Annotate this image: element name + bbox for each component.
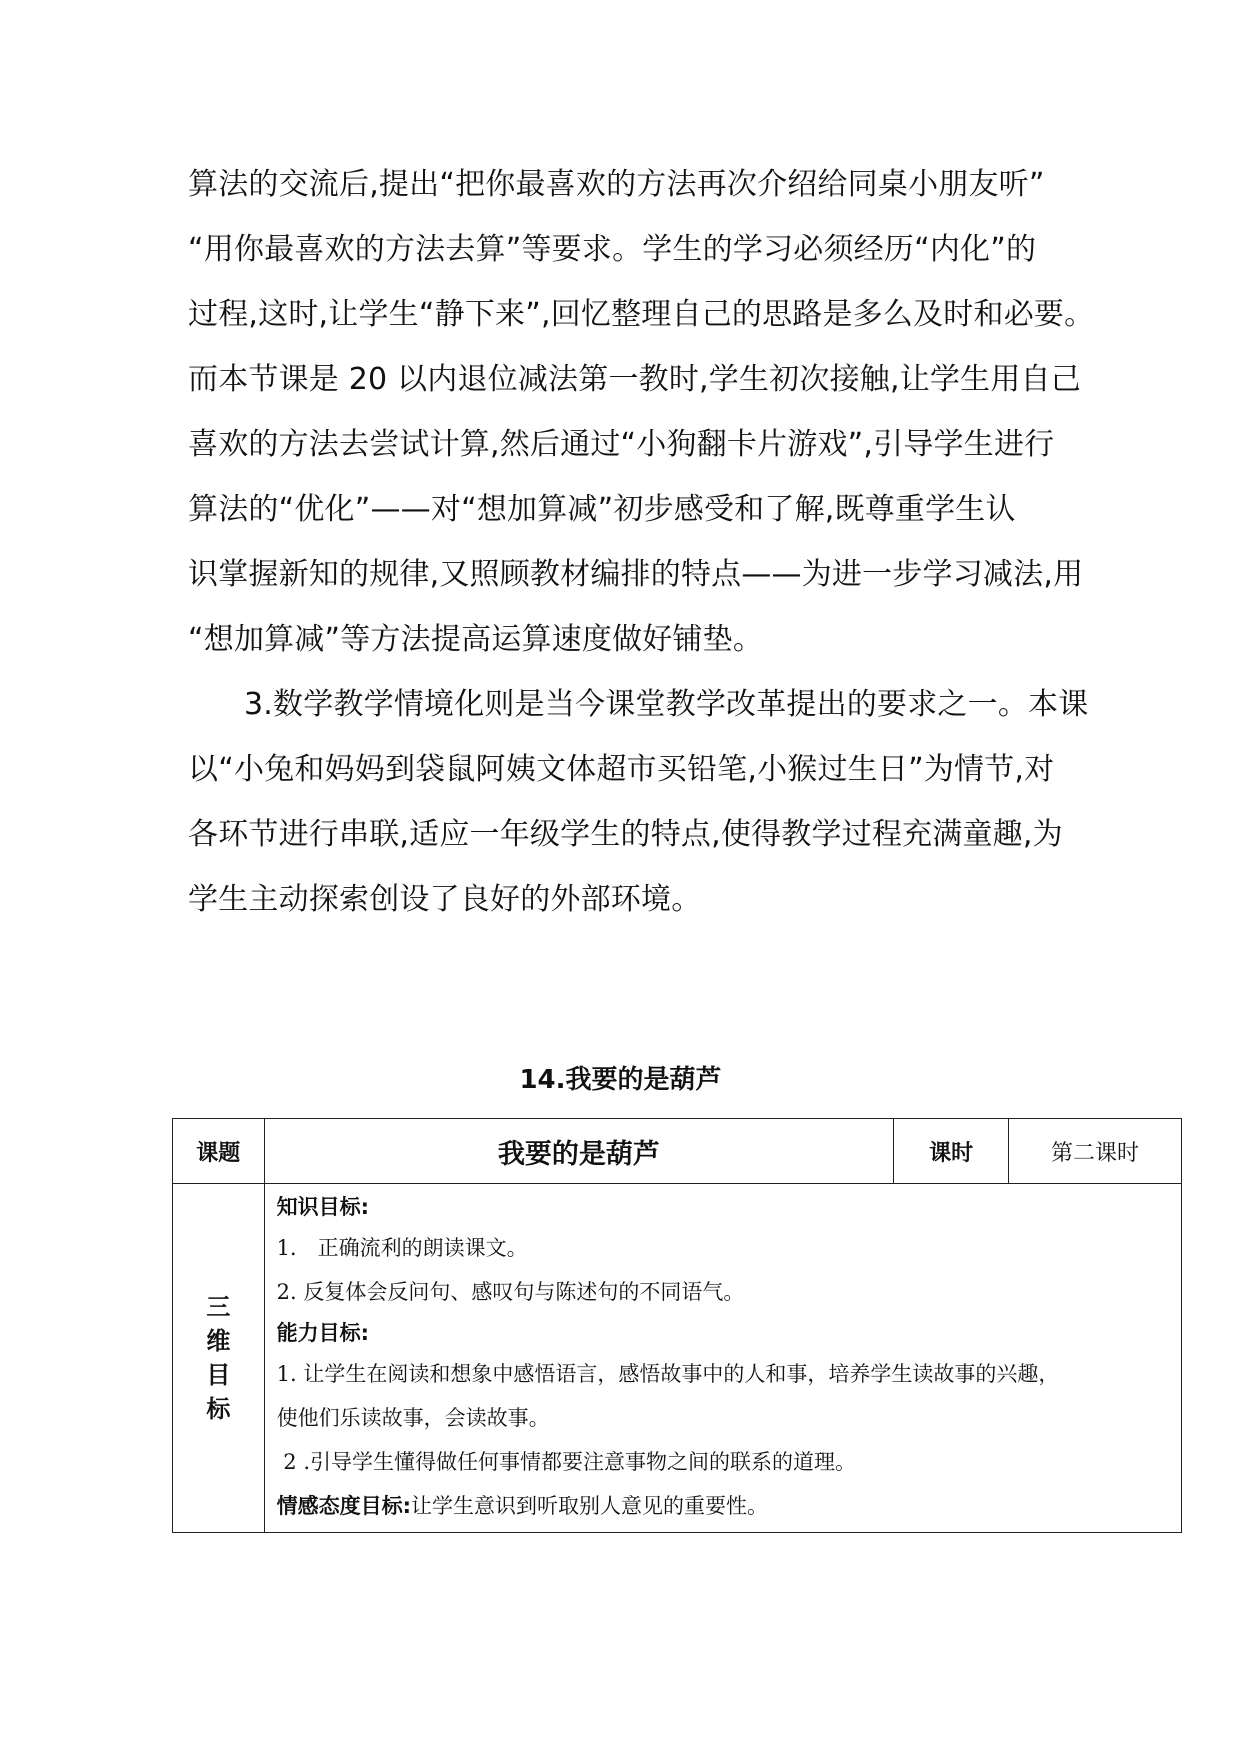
- table-header-row: [173, 1119, 1182, 1184]
- paragraph-line: 算法的“优化”——对“想加算减”初步感受和了解,既尊重学生认: [188, 492, 1016, 527]
- objectives-row: [173, 1184, 1182, 1533]
- emotion-heading: 情感态度目标:: [276, 1494, 412, 1518]
- paragraph-line: 以“小兔和妈妈到袋鼠阿姨文体超市买铅笔,小猴过生日”为情节,对: [188, 752, 1055, 787]
- knowledge-item: 1． 正确流利的朗读课文。: [276, 1236, 528, 1260]
- emotion-text: 让学生意识到听取别人意见的重要性。: [411, 1494, 769, 1518]
- period-label-cell: 课时: [894, 1119, 1009, 1184]
- ability-item: 2 .引导学生懂得做任何事情都要注意事物之间的联系的道理。: [276, 1450, 857, 1474]
- side-char: 目: [206, 1361, 231, 1389]
- side-char: 标: [206, 1395, 231, 1423]
- lesson-title: 14.我要的是葫芦: [519, 1065, 722, 1095]
- period-value-cell: 第二课时: [1009, 1119, 1182, 1184]
- paragraph-line: 喜欢的方法去尝试计算,然后通过“小狗翻卡片游戏”,引导学生进行: [188, 427, 1055, 462]
- paragraph-line: “用你最喜欢的方法去算”等要求。学生的学习必须经历“内化”的: [188, 232, 1037, 267]
- objectives-content: [264, 1184, 1181, 1533]
- emotion-objective: [277, 1484, 1173, 1528]
- side-char: 三: [206, 1293, 231, 1321]
- paragraph-line: “想加算减”等方法提高运算速度做好铺垫。: [188, 622, 764, 657]
- paragraph-line: 算法的交流后,提出“把你最喜欢的方法再次介绍给同桌小朋友听”: [188, 167, 1045, 202]
- knowledge-heading: 知识目标:: [276, 1195, 370, 1219]
- objectives-side-label: [173, 1184, 265, 1533]
- topic-label-cell: 课题: [173, 1119, 265, 1184]
- ability-item: 使他们乐读故事，会读故事。: [276, 1406, 550, 1430]
- paragraph-line: 各环节进行串联,适应一年级学生的特点,使得教学过程充满童趣,为: [188, 817, 1063, 852]
- body-paragraphs: [188, 152, 1095, 932]
- paragraph-line: 识掌握新知的规律,又照顾教材编排的特点——为进一步学习减法,用: [188, 557, 1084, 592]
- paragraph-line: 学生主动探索创设了良好的外部环境。: [188, 882, 702, 917]
- paragraph-line: 3.数学教学情境化则是当今课堂教学改革提出的要求之一。本课: [244, 687, 1089, 722]
- paragraph-line: 而本节课是 20 以内退位减法第一教时,学生初次接触,让学生用自己: [188, 362, 1081, 397]
- lesson-plan-table: [172, 1118, 1182, 1533]
- ability-heading: 能力目标:: [276, 1321, 370, 1345]
- topic-value-cell: 我要的是葫芦: [264, 1119, 894, 1184]
- knowledge-item: 2. 反复体会反问句、感叹句与陈述句的不同语气。: [276, 1280, 745, 1304]
- ability-item: 1. 让学生在阅读和想象中感悟语言，感悟故事中的人和事，培养学生读故事的兴趣，: [276, 1362, 1060, 1386]
- paragraph-line: 过程,这时,让学生“静下来”,回忆整理自己的思路是多么及时和必要。: [188, 297, 1095, 332]
- side-char: 维: [206, 1327, 231, 1355]
